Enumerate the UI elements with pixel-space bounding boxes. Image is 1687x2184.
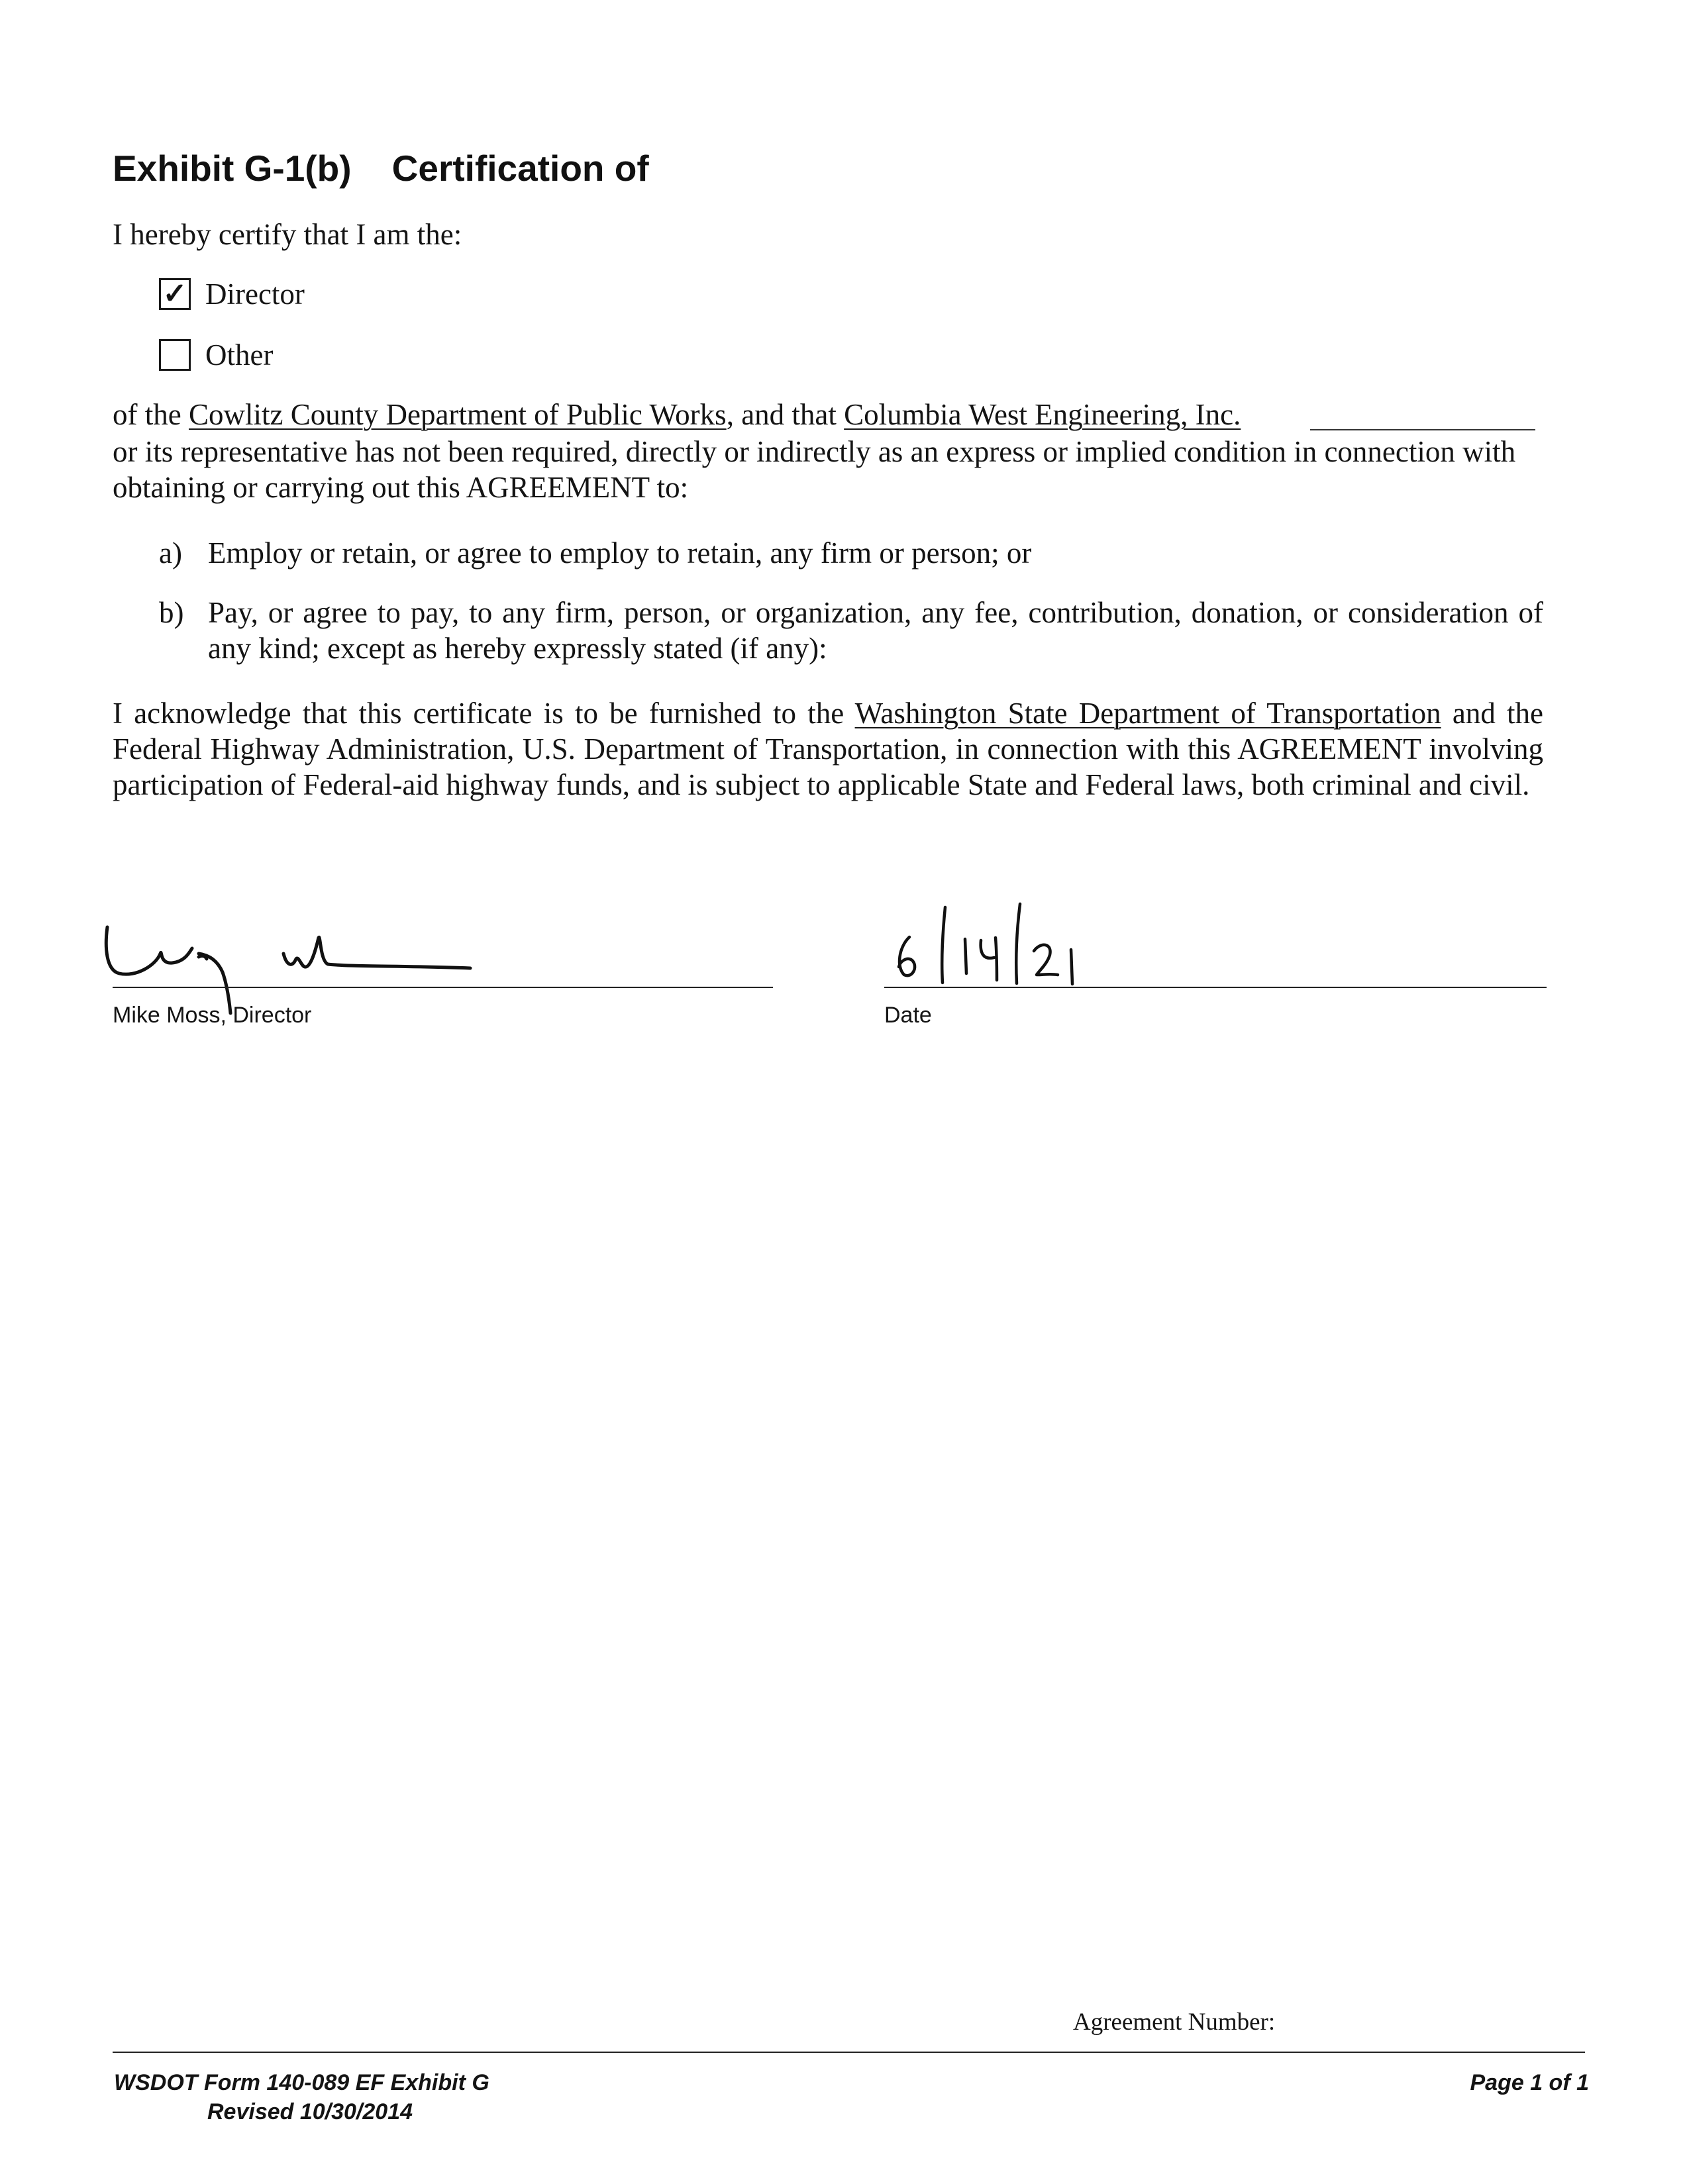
certify-intro: I hereby certify that I am the: (113, 218, 462, 251)
date-caption: Date (884, 1003, 932, 1028)
list-text: Employ or retain, or agree to employ to retain, any firm or person; or (208, 536, 1032, 570)
document-title: Exhibit G-1(b) Certification of (113, 148, 649, 189)
other-label: Other (205, 338, 274, 372)
date-line (884, 987, 1547, 988)
option-other[interactable] (159, 338, 273, 372)
option-director[interactable] (159, 277, 305, 311)
list-marker: a) (159, 536, 182, 570)
list-text: Pay, or agree to pay, to any firm, person, or organization, any fee, contribution, donation, or consideration of any kind; except as hereby expressly stated (if any): (208, 596, 1543, 665)
other-checkbox[interactable] (159, 339, 191, 371)
certification-line (113, 397, 1241, 432)
line-prefix: of the (113, 398, 181, 431)
revised-date: Revised 10/30/2014 (207, 2099, 413, 2124)
director-label: Director (205, 277, 305, 311)
footer-rule (113, 2052, 1585, 2053)
director-checkbox[interactable]: ✓ (159, 278, 191, 310)
page-number: Page 1 of 1 (1470, 2070, 1589, 2095)
list-marker: b) (159, 596, 184, 629)
firm-fill-line (1310, 429, 1535, 430)
acknowledgement-paragraph (113, 695, 1543, 803)
condition-paragraph: or its representative has not been required, directly or indirectly as an express or implied condition in connection with obtaining or carrying out this AGREEMENT to: (113, 435, 1516, 504)
department-field: Cowlitz County Department of Public Works (188, 398, 727, 431)
form-name: WSDOT Form 140-089 EF Exhibit G (114, 2070, 489, 2095)
firm-field: Columbia West Engineering, Inc. (844, 398, 1241, 431)
handwritten-date (884, 901, 1109, 993)
signature-line (113, 987, 773, 988)
signer-caption: Mike Moss, Director (113, 1003, 312, 1028)
line-mid: , and that (726, 398, 837, 431)
ack-rest: and the Federal Highway Administration, U.S. Department of Transportation, in connection with this AGREEMENT involving participation of Federal-aid highway funds, and is subject to applicable State and Federal laws, both criminal and civil. (113, 697, 1543, 801)
ack-prefix: I acknowledge that this certificate is to be furnished to the (113, 697, 844, 730)
agency-field: Washington State Department of Transportation (854, 697, 1441, 730)
agreement-number-label: Agreement Number: (1073, 2009, 1276, 2036)
list-item (159, 595, 1543, 666)
list-item (159, 535, 1543, 571)
